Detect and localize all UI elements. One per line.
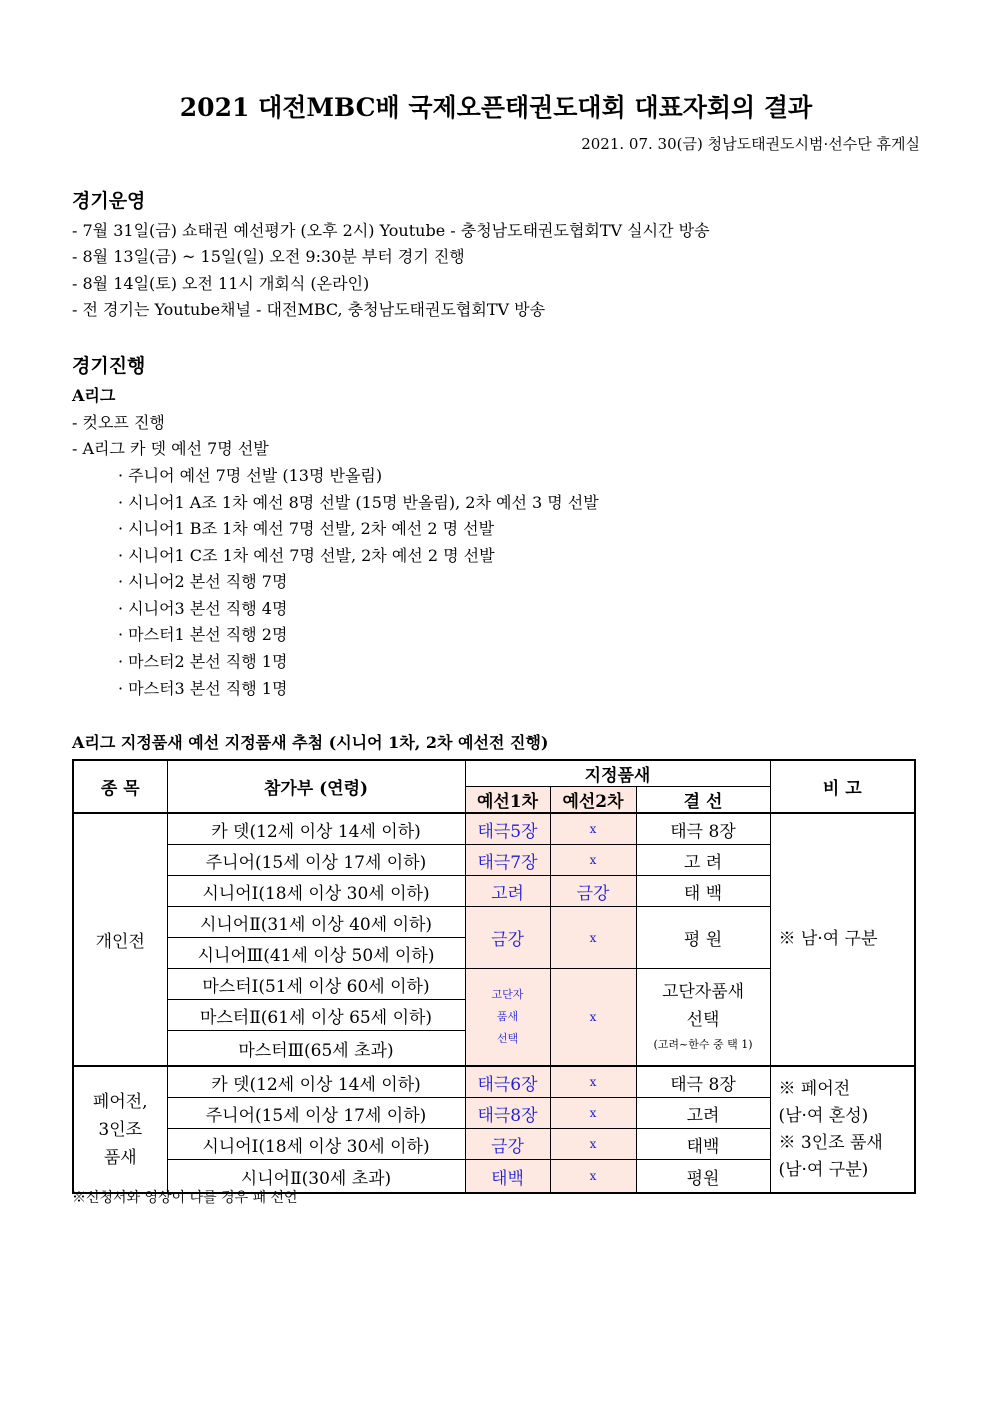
round1-cell: 태백 bbox=[465, 1160, 550, 1194]
round1-cell: 태극7장 bbox=[465, 845, 550, 876]
operations-item: - 전 경기는 Youtube채널 - 대전MBC, 충청남도태권도협회TV 방송 bbox=[72, 300, 546, 319]
poomsae-table bbox=[72, 759, 916, 1194]
progress-item: - A리그 카 뎃 예선 7명 선발 bbox=[72, 439, 269, 458]
progress-subitem: · 마스터3 본선 직행 1명 bbox=[118, 679, 288, 698]
round1-cell: 고려 bbox=[465, 876, 550, 907]
event-label-line: 품새 bbox=[103, 1147, 137, 1168]
table-footnote: ※신청서와 영상이 다를 경우 패 선언 bbox=[72, 1190, 298, 1206]
event-label-line: 페어전, bbox=[92, 1091, 148, 1112]
final-cell: 태극 8장 bbox=[636, 813, 770, 845]
meeting-date-location: 2021. 07. 30(금) 청남도태권도시범·선수단 휴게실 bbox=[581, 135, 920, 153]
round2-cell: 금강 bbox=[550, 876, 636, 907]
round1-cell: 태극6장 bbox=[465, 1066, 550, 1098]
remark-individual: ※ 남·여 구분 bbox=[770, 813, 915, 1066]
division-cell: 시니어Ⅱ(30세 초과) bbox=[167, 1160, 465, 1194]
round1-line: 고단자 bbox=[491, 988, 524, 1001]
final-line: 선택 bbox=[686, 1010, 720, 1030]
division-cell: 시니어Ⅰ(18세 이상 30세 이하) bbox=[167, 1129, 465, 1160]
final-line: 고단자품새 bbox=[661, 982, 745, 1002]
event-individual: 개인전 bbox=[73, 813, 167, 1066]
round2-cell: x bbox=[550, 845, 636, 876]
division-cell: 마스터Ⅲ(65세 초과) bbox=[167, 1031, 465, 1067]
page-title: 2021 대전MBC배 국제오픈태권도대회 대표자회의 결과 bbox=[179, 93, 813, 122]
operations-item: - 8월 13일(금) ~ 15일(일) 오전 9:30분 부터 경기 진행 bbox=[72, 247, 465, 266]
remark-line: (남·여 혼성) bbox=[778, 1105, 869, 1126]
round1-line: 품새 bbox=[496, 1010, 519, 1023]
division-cell: 카 뎃(12세 이상 14세 이하) bbox=[167, 1066, 465, 1098]
round2-cell: x bbox=[550, 813, 636, 845]
round1-cell: 태극8장 bbox=[465, 1098, 550, 1129]
progress-subitem: · 시니어1 A조 1차 예선 8명 선발 (15명 반올림), 2차 예선 3 명 선발 bbox=[118, 493, 599, 512]
operations-item: - 8월 14일(토) 오전 11시 개회식 (온라인) bbox=[72, 274, 370, 293]
header-division: 참가부 (연령) bbox=[167, 760, 465, 813]
remark-line: ※ 3인조 품새 bbox=[778, 1132, 883, 1153]
division-cell: 시니어Ⅰ(18세 이상 30세 이하) bbox=[167, 876, 465, 907]
progress-subitem: · 시니어3 본선 직행 4명 bbox=[118, 599, 288, 618]
round2-cell: x bbox=[550, 969, 636, 1067]
round1-cell: 금강 bbox=[465, 1129, 550, 1160]
progress-subitem: · 마스터1 본선 직행 2명 bbox=[118, 625, 288, 644]
final-cell: 고려 bbox=[636, 1098, 770, 1129]
final-cell: 평원 bbox=[636, 1160, 770, 1194]
final-note: (고려~한수 중 택 1) bbox=[653, 1038, 753, 1051]
progress-item: - 컷오프 진행 bbox=[72, 413, 165, 432]
header-remark: 비 고 bbox=[770, 760, 915, 813]
division-cell: 시니어Ⅲ(41세 이상 50세 이하) bbox=[167, 938, 465, 969]
division-cell: 마스터Ⅰ(51세 이상 60세 이하) bbox=[167, 969, 465, 1000]
division-cell: 주니어(15세 이상 17세 이하) bbox=[167, 1098, 465, 1129]
round2-cell: x bbox=[550, 1098, 636, 1129]
header-poomsae: 지정품새 bbox=[465, 760, 770, 787]
operations-item: - 7월 31일(금) 쇼태권 예선평가 (오후 2시) Youtube - 충청남도태권도협회TV 실시간 방송 bbox=[72, 221, 710, 240]
division-cell: 카 뎃(12세 이상 14세 이하) bbox=[167, 813, 465, 845]
table-caption: A리그 지정품새 예선 지정품새 추첨 (시니어 1차, 2차 예선전 진행) bbox=[72, 733, 549, 752]
division-cell: 주니어(15세 이상 17세 이하) bbox=[167, 845, 465, 876]
final-cell: 태백 bbox=[636, 1129, 770, 1160]
remark-line: ※ 페어전 bbox=[778, 1078, 851, 1099]
round1-cell: 태극5장 bbox=[465, 813, 550, 845]
round1-line: 선택 bbox=[496, 1032, 519, 1045]
progress-subitem: · 시니어1 B조 1차 예선 7명 선발, 2차 예선 2 명 선발 bbox=[118, 519, 495, 538]
progress-subitem: · 시니어1 C조 1차 예선 7명 선발, 2차 예선 2 명 선발 bbox=[118, 546, 495, 565]
remark-line: (남·여 구분) bbox=[778, 1159, 869, 1180]
header-round1: 예선1차 bbox=[465, 787, 550, 814]
final-cell: 태 백 bbox=[636, 876, 770, 907]
round2-cell: x bbox=[550, 1129, 636, 1160]
event-pair-trio bbox=[73, 1066, 167, 1193]
section-heading-operations: 경기운영 bbox=[72, 190, 146, 212]
round2-cell: x bbox=[550, 907, 636, 969]
round2-cell: x bbox=[550, 1066, 636, 1098]
progress-subitem: · 주니어 예선 7명 선발 (13명 반올림) bbox=[118, 466, 383, 485]
progress-subitem: · 시니어2 본선 직행 7명 bbox=[118, 572, 288, 591]
league-label: A리그 bbox=[72, 386, 116, 405]
round2-cell: x bbox=[550, 1160, 636, 1194]
final-cell: 고 려 bbox=[636, 845, 770, 876]
header-final: 결 선 bbox=[636, 787, 770, 814]
division-cell: 시니어Ⅱ(31세 이상 40세 이하) bbox=[167, 907, 465, 938]
final-cell: 태극 8장 bbox=[636, 1066, 770, 1098]
round1-cell bbox=[465, 969, 550, 1067]
progress-subitem: · 마스터2 본선 직행 1명 bbox=[118, 652, 288, 671]
division-cell: 마스터Ⅱ(61세 이상 65세 이하) bbox=[167, 1000, 465, 1031]
header-event: 종 목 bbox=[73, 760, 167, 813]
header-round2: 예선2차 bbox=[550, 787, 636, 814]
remark-pair-trio bbox=[770, 1066, 915, 1193]
round1-cell: 금강 bbox=[465, 907, 550, 969]
final-cell: 평 원 bbox=[636, 907, 770, 969]
final-cell bbox=[636, 969, 770, 1067]
event-label-line: 3인조 bbox=[98, 1119, 143, 1140]
section-heading-progress: 경기진행 bbox=[72, 355, 146, 377]
